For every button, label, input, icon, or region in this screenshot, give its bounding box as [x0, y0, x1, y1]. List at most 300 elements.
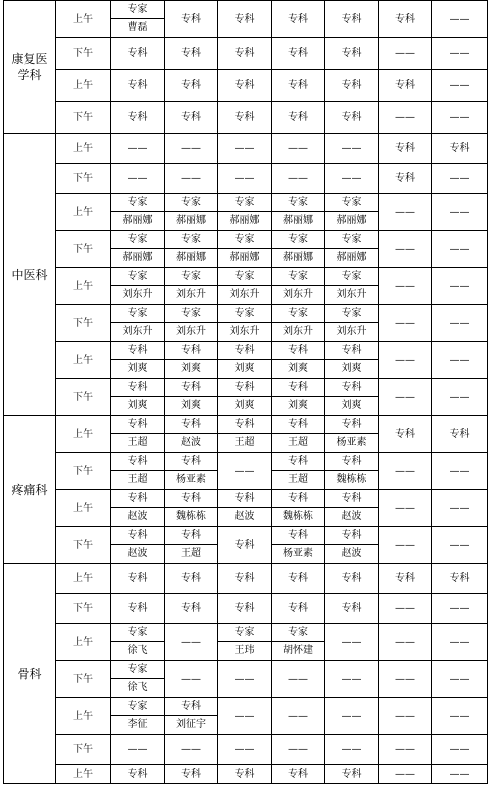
clinic-type: 专科	[111, 453, 164, 471]
clinic-type: 专家	[272, 231, 324, 249]
clinic-type: 专家	[165, 231, 217, 249]
doctor-name: 胡怀建	[283, 645, 313, 656]
clinic-type: 专家	[111, 305, 164, 323]
clinic-type: 专家	[325, 268, 378, 286]
schedule-cell: ——	[165, 735, 218, 765]
schedule-cell	[272, 342, 325, 379]
clinic-type: 专科	[218, 416, 271, 434]
schedule-cell	[325, 379, 379, 416]
doctor-name: 杨亚素	[336, 437, 367, 448]
period-label: 下午	[56, 305, 111, 342]
schedule-cell: ——	[432, 527, 488, 564]
clinic-type: 专科	[325, 490, 378, 508]
schedule-cell	[111, 379, 165, 416]
schedule-cell: 专科	[432, 416, 488, 453]
department-name: 康复医学科	[4, 1, 56, 134]
schedule-cell	[111, 624, 165, 661]
period-label: 上午	[56, 70, 111, 102]
department-name: 疼痛科	[4, 416, 56, 564]
schedule-cell	[165, 305, 218, 342]
schedule-row	[4, 594, 488, 624]
clinic-type: 专家	[111, 194, 164, 212]
schedule-cell: ——	[165, 164, 218, 194]
doctor-name: 刘东升	[283, 326, 313, 337]
schedule-cell: 专科	[325, 765, 379, 784]
schedule-cell	[111, 231, 165, 268]
schedule-cell	[272, 490, 325, 527]
schedule-cell: ——	[272, 661, 325, 698]
doctor-name: 刘爽	[341, 400, 362, 411]
schedule-cell: ——	[218, 735, 272, 765]
doctor-name: 刘爽	[181, 400, 201, 411]
schedule-cell: 专科	[325, 38, 379, 70]
schedule-cell: 专科	[111, 70, 165, 102]
schedule-cell: 专科	[165, 102, 218, 134]
clinic-type: 专家	[325, 231, 378, 249]
schedule-cell: ——	[272, 134, 325, 164]
doctor-name: 郝丽娜	[176, 252, 206, 263]
doctor-name: 王超	[288, 474, 308, 485]
schedule-cell	[165, 379, 218, 416]
schedule-cell: 专科	[272, 38, 325, 70]
doctor-name: 郝丽娜	[336, 215, 367, 226]
clinic-type: 专科	[165, 453, 217, 471]
schedule-cell: ——	[379, 342, 432, 379]
clinic-type: 专科	[165, 416, 217, 434]
schedule-cell: ——	[379, 102, 432, 134]
schedule-row	[4, 416, 488, 453]
period-label: 下午	[56, 379, 111, 416]
schedule-cell: ——	[379, 379, 432, 416]
doctor-name: 刘爽	[234, 400, 255, 411]
doctor-name: 赵波	[341, 511, 362, 522]
schedule-cell: 专科	[165, 594, 218, 624]
period-label: 下午	[56, 453, 111, 490]
clinic-type: 专科	[272, 416, 324, 434]
clinic-type: 专科	[325, 342, 378, 360]
schedule-cell: ——	[325, 134, 379, 164]
clinic-type: 专家	[272, 194, 324, 212]
schedule-cell: ——	[379, 735, 432, 765]
schedule-row	[4, 490, 488, 527]
schedule-row	[4, 268, 488, 305]
doctor-name: 刘东升	[229, 326, 260, 337]
doctor-name: 郝丽娜	[122, 252, 153, 263]
schedule-cell: 专科	[218, 765, 272, 784]
schedule-cell	[325, 305, 379, 342]
clinic-type: 专科	[272, 379, 324, 397]
period-label: 下午	[56, 527, 111, 564]
clinic-type: 专家	[165, 305, 217, 323]
schedule-cell: 专科	[272, 594, 325, 624]
clinic-type: 专家	[272, 268, 324, 286]
clinic-type: 专科	[165, 490, 217, 508]
doctor-name: 刘爽	[234, 363, 255, 374]
schedule-cell: ——	[432, 305, 488, 342]
doctor-name: 王玮	[234, 645, 255, 656]
doctor-name: 郝丽娜	[176, 215, 206, 226]
schedule-cell	[165, 342, 218, 379]
schedule-row	[4, 735, 488, 765]
clinic-type: 专家	[218, 231, 271, 249]
clinic-type: 专家	[272, 305, 324, 323]
schedule-cell	[111, 194, 165, 231]
schedule-row	[4, 624, 488, 661]
schedule-cell	[218, 342, 272, 379]
schedule-cell	[218, 624, 272, 661]
schedule-cell: ——	[379, 453, 432, 490]
doctor-name: 刘爽	[181, 363, 201, 374]
period-label: 上午	[56, 268, 111, 305]
schedule-cell	[218, 379, 272, 416]
schedule-cell: 专科	[272, 102, 325, 134]
schedule-cell	[272, 453, 325, 490]
clinic-type: 专家	[218, 268, 271, 286]
schedule-cell: 专科	[165, 70, 218, 102]
schedule-cell	[218, 268, 272, 305]
schedule-row	[4, 38, 488, 70]
doctor-name: 王超	[288, 437, 308, 448]
period-label: 下午	[56, 102, 111, 134]
schedule-cell: ——	[432, 194, 488, 231]
clinic-type: 专家	[111, 231, 164, 249]
schedule-cell: 专科	[325, 102, 379, 134]
period-label: 下午	[56, 735, 111, 765]
doctor-name: 刘爽	[127, 400, 148, 411]
schedule-cell	[111, 490, 165, 527]
schedule-cell: 专科	[272, 1, 325, 38]
schedule-cell: ——	[379, 698, 432, 735]
schedule-cell: 专科	[325, 594, 379, 624]
doctor-name: 曹磊	[127, 22, 148, 33]
doctor-name: 徐飞	[127, 645, 148, 656]
period-label: 上午	[56, 1, 111, 38]
schedule-cell	[325, 527, 379, 564]
period-label: 上午	[56, 342, 111, 379]
schedule-cell: 专科	[272, 70, 325, 102]
doctor-name: 魏栋栋	[176, 511, 206, 522]
schedule-cell: ——	[272, 164, 325, 194]
clinic-type: 专科	[111, 416, 164, 434]
doctor-name: 刘爽	[341, 363, 362, 374]
schedule-cell: ——	[218, 164, 272, 194]
schedule-cell: 专科	[272, 765, 325, 784]
schedule-cell	[111, 416, 165, 453]
doctor-name: 赵波	[234, 511, 255, 522]
doctor-name: 李征	[127, 719, 148, 730]
schedule-row	[4, 698, 488, 735]
schedule-cell: 专科	[165, 765, 218, 784]
schedule-row	[4, 564, 488, 594]
schedule-row	[4, 102, 488, 134]
schedule-cell	[165, 698, 218, 735]
schedule-cell: 专科	[111, 594, 165, 624]
schedule-row	[4, 661, 488, 698]
doctor-name: 郝丽娜	[229, 252, 260, 263]
schedule-cell	[111, 268, 165, 305]
clinic-type: 专家	[165, 194, 217, 212]
schedule-cell: ——	[218, 134, 272, 164]
schedule-cell: ——	[379, 305, 432, 342]
schedule-cell: ——	[432, 453, 488, 490]
schedule-cell: ——	[272, 735, 325, 765]
schedule-cell: 专科	[165, 38, 218, 70]
schedule-cell: ——	[218, 698, 272, 735]
schedule-cell	[325, 453, 379, 490]
schedule-cell	[165, 268, 218, 305]
schedule-cell: 专科	[379, 1, 432, 38]
period-label: 上午	[56, 698, 111, 735]
doctor-name: 赵波	[181, 437, 201, 448]
schedule-row	[4, 765, 488, 784]
doctor-name: 郝丽娜	[229, 215, 260, 226]
schedule-cell: 专科	[432, 134, 488, 164]
schedule-cell: 专科	[218, 70, 272, 102]
schedule-cell: ——	[165, 134, 218, 164]
schedule-cell: ——	[111, 164, 165, 194]
schedule-cell: ——	[379, 231, 432, 268]
schedule-cell: ——	[432, 698, 488, 735]
period-label: 下午	[56, 38, 111, 70]
doctor-name: 王超	[127, 437, 148, 448]
schedule-cell: ——	[379, 38, 432, 70]
period-label: 下午	[56, 661, 111, 698]
clinic-type: 专家	[111, 1, 164, 19]
schedule-cell: 专科	[379, 70, 432, 102]
period-label: 下午	[56, 231, 111, 268]
schedule-cell	[111, 698, 165, 735]
schedule-cell	[218, 305, 272, 342]
clinic-type: 专科	[111, 490, 164, 508]
doctor-name: 王超	[127, 474, 148, 485]
clinic-type: 专家	[111, 661, 164, 679]
doctor-name: 赵波	[341, 548, 362, 559]
schedule-cell: 专科	[379, 164, 432, 194]
period-label: 上午	[56, 490, 111, 527]
schedule-cell: ——	[325, 661, 379, 698]
schedule-cell: 专科	[272, 564, 325, 594]
schedule-cell	[165, 453, 218, 490]
schedule-row	[4, 342, 488, 379]
schedule-cell	[111, 527, 165, 564]
schedule-cell: 专科	[432, 564, 488, 594]
clinic-type: 专科	[218, 379, 271, 397]
schedule-cell: 专科	[379, 416, 432, 453]
clinic-type: 专科	[165, 527, 217, 545]
doctor-name: 刘爽	[288, 363, 308, 374]
schedule-cell: 专科	[218, 594, 272, 624]
schedule-cell: ——	[432, 379, 488, 416]
schedule-cell: 专科	[165, 1, 218, 38]
schedule-cell	[218, 490, 272, 527]
schedule-cell	[218, 194, 272, 231]
doctor-name: 刘征宇	[176, 719, 206, 730]
doctor-name: 王超	[234, 437, 255, 448]
doctor-name: 赵波	[127, 511, 148, 522]
clinic-type: 专家	[325, 305, 378, 323]
schedule-cell: ——	[432, 1, 488, 38]
schedule-cell: ——	[379, 661, 432, 698]
outpatient-schedule-table	[3, 0, 488, 784]
schedule-cell: 专科	[218, 38, 272, 70]
schedule-cell: 专科	[218, 102, 272, 134]
schedule-cell: ——	[325, 735, 379, 765]
schedule-cell	[111, 453, 165, 490]
schedule-row	[4, 379, 488, 416]
doctor-name: 郝丽娜	[122, 215, 153, 226]
clinic-type: 专家	[165, 268, 217, 286]
schedule-cell: 专科	[325, 564, 379, 594]
schedule-cell	[272, 231, 325, 268]
schedule-cell: ——	[379, 527, 432, 564]
schedule-cell	[165, 490, 218, 527]
clinic-type: 专科	[325, 453, 378, 471]
doctor-name: 刘东升	[283, 289, 313, 300]
schedule-cell	[272, 416, 325, 453]
schedule-cell	[111, 1, 165, 38]
clinic-type: 专科	[111, 527, 164, 545]
clinic-type: 专家	[272, 624, 324, 642]
schedule-cell	[272, 379, 325, 416]
doctor-name: 刘东升	[336, 289, 367, 300]
clinic-type: 专家	[218, 624, 271, 642]
doctor-name: 郝丽娜	[283, 252, 313, 263]
schedule-cell: ——	[379, 624, 432, 661]
clinic-type: 专科	[165, 342, 217, 360]
schedule-cell	[111, 342, 165, 379]
doctor-name: 魏栋栋	[336, 474, 367, 485]
schedule-cell: ——	[379, 268, 432, 305]
period-label: 上午	[56, 765, 111, 784]
schedule-cell: ——	[325, 698, 379, 735]
clinic-type: 专科	[218, 342, 271, 360]
clinic-type: 专科	[165, 698, 217, 716]
period-label: 下午	[56, 164, 111, 194]
clinic-type: 专家	[111, 698, 164, 716]
schedule-cell	[325, 416, 379, 453]
schedule-row	[4, 527, 488, 564]
schedule-cell: ——	[379, 194, 432, 231]
schedule-cell	[272, 527, 325, 564]
schedule-cell: 专科	[379, 564, 432, 594]
clinic-type: 专科	[325, 527, 378, 545]
schedule-cell: ——	[432, 38, 488, 70]
clinic-type: 专科	[218, 490, 271, 508]
schedule-cell: ——	[432, 342, 488, 379]
clinic-type: 专科	[111, 342, 164, 360]
clinic-type: 专科	[272, 527, 324, 545]
schedule-cell: ——	[432, 231, 488, 268]
schedule-cell: 专科	[111, 564, 165, 594]
schedule-row	[4, 134, 488, 164]
schedule-cell	[325, 490, 379, 527]
schedule-cell	[325, 231, 379, 268]
schedule-cell: 专科	[111, 38, 165, 70]
doctor-name: 杨亚素	[176, 474, 206, 485]
doctor-name: 刘东升	[176, 289, 206, 300]
schedule-cell: 专科	[218, 527, 272, 564]
schedule-cell: ——	[165, 624, 218, 661]
schedule-cell	[165, 194, 218, 231]
schedule-cell	[218, 416, 272, 453]
schedule-cell: ——	[432, 735, 488, 765]
schedule-cell	[111, 305, 165, 342]
schedule-cell: 专科	[325, 1, 379, 38]
schedule-cell	[218, 231, 272, 268]
schedule-cell: ——	[111, 735, 165, 765]
doctor-name: 郝丽娜	[283, 215, 313, 226]
schedule-cell	[272, 194, 325, 231]
schedule-row	[4, 194, 488, 231]
clinic-type: 专家	[325, 194, 378, 212]
schedule-cell: ——	[111, 134, 165, 164]
schedule-cell: 专科	[218, 564, 272, 594]
schedule-cell: 专科	[111, 765, 165, 784]
doctor-name: 刘东升	[122, 289, 153, 300]
schedule-cell: ——	[272, 698, 325, 735]
schedule-cell: 专科	[111, 102, 165, 134]
schedule-cell: ——	[432, 70, 488, 102]
clinic-type: 专科	[165, 379, 217, 397]
schedule-cell: ——	[325, 164, 379, 194]
clinic-type: 专家	[218, 194, 271, 212]
schedule-row	[4, 305, 488, 342]
schedule-cell: ——	[432, 765, 488, 784]
clinic-type: 专科	[272, 490, 324, 508]
schedule-cell: ——	[218, 453, 272, 490]
schedule-cell: ——	[432, 594, 488, 624]
schedule-cell	[272, 624, 325, 661]
clinic-type: 专科	[272, 453, 324, 471]
doctor-name: 郝丽娜	[336, 252, 367, 263]
schedule-cell: ——	[165, 661, 218, 698]
department-name: 中医科	[4, 134, 56, 416]
schedule-cell: 专科	[165, 564, 218, 594]
schedule-cell	[165, 231, 218, 268]
clinic-type: 专家	[111, 624, 164, 642]
schedule-cell	[325, 342, 379, 379]
doctor-name: 刘东升	[176, 326, 206, 337]
doctor-name: 徐飞	[127, 682, 148, 693]
schedule-cell: ——	[379, 594, 432, 624]
schedule-cell	[325, 268, 379, 305]
schedule-cell	[165, 416, 218, 453]
period-label: 上午	[56, 194, 111, 231]
schedule-cell	[272, 305, 325, 342]
period-label: 下午	[56, 594, 111, 624]
clinic-type: 专家	[218, 305, 271, 323]
schedule-cell: 专科	[325, 70, 379, 102]
schedule-cell: ——	[432, 268, 488, 305]
clinic-type: 专科	[325, 379, 378, 397]
schedule-cell: ——	[432, 661, 488, 698]
schedule-row	[4, 70, 488, 102]
schedule-cell: ——	[432, 164, 488, 194]
period-label: 上午	[56, 134, 111, 164]
doctor-name: 魏栋栋	[283, 511, 313, 522]
schedule-cell: ——	[218, 661, 272, 698]
period-label: 上午	[56, 564, 111, 594]
schedule-cell	[165, 527, 218, 564]
schedule-cell	[272, 268, 325, 305]
period-label: 上午	[56, 416, 111, 453]
schedule-cell: ——	[379, 490, 432, 527]
schedule-cell: 专科	[218, 1, 272, 38]
schedule-cell	[325, 194, 379, 231]
schedule-cell: ——	[325, 624, 379, 661]
doctor-name: 刘东升	[122, 326, 153, 337]
schedule-cell	[111, 661, 165, 698]
